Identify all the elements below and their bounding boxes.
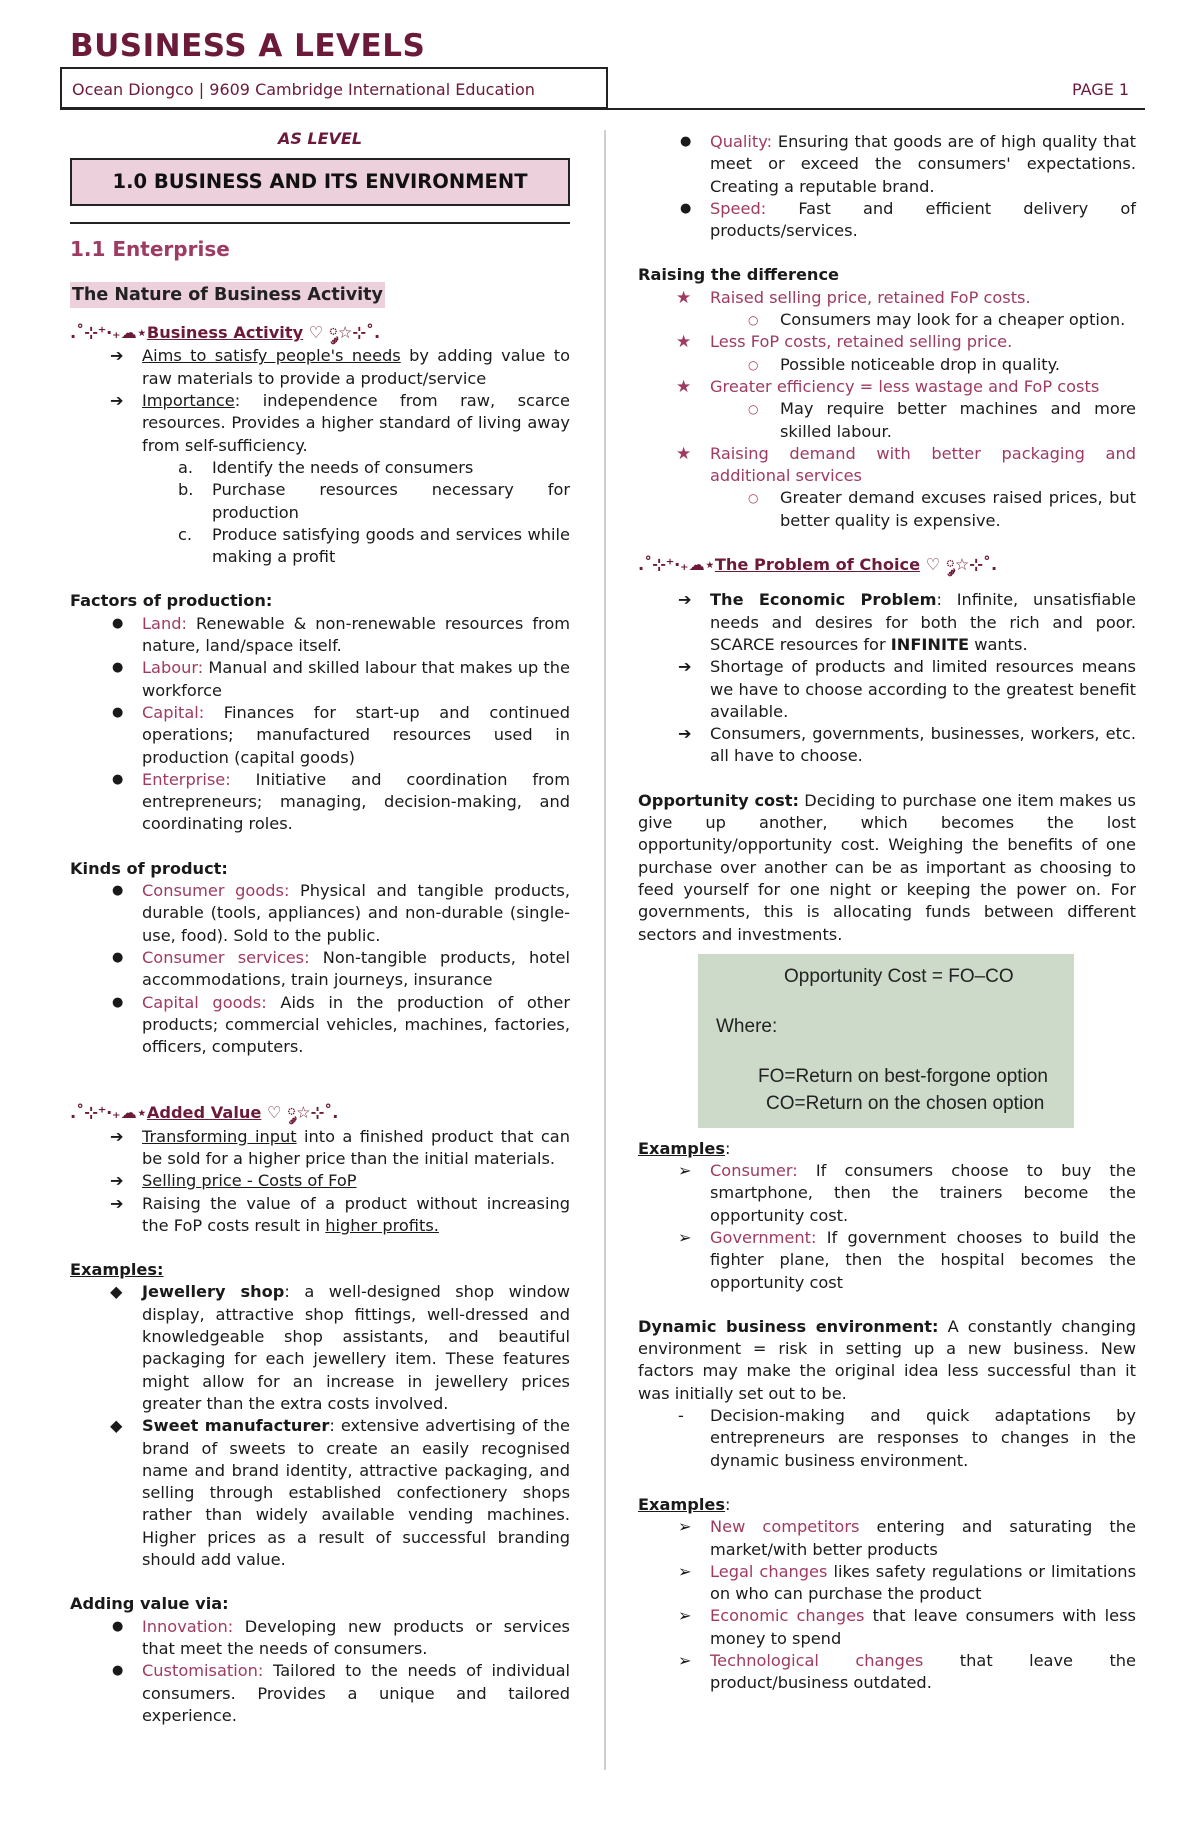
header-author: Ocean Diongco | 9609 Cambridge International Education bbox=[72, 80, 535, 99]
unit-rule bbox=[70, 222, 570, 224]
kinds-heading: Kinds of product: bbox=[70, 858, 228, 878]
opportunity-cost-formula-box bbox=[698, 954, 1074, 1128]
level-label: AS LEVEL bbox=[277, 129, 363, 148]
circle-bullet-icon: ○ bbox=[748, 313, 759, 328]
circle-bullet-icon: ○ bbox=[748, 402, 759, 417]
column-divider bbox=[604, 130, 606, 1770]
list-item: ● Land: Renewable & non-renewable resources from nature, land/space itself. bbox=[112, 613, 570, 656]
circle-bullet-icon: ○ bbox=[748, 491, 759, 506]
dynamic-examples-list bbox=[638, 1516, 1136, 1694]
arrow-icon: ➔ bbox=[110, 1171, 124, 1191]
problem-of-choice-title: The Problem of Choice bbox=[714, 555, 921, 575]
list-item: ◆ Jewellery shop: a well-designed shop window display, attractive shop fittings, well-dressed and knowledgeable shop assistants, and beautiful packaging for each jewellery item. These features might allow for an increase in jewellery prices greater than the extra costs involved. bbox=[110, 1282, 570, 1413]
deco-prefix: .˚⊹⁺‧₊☁︎⋆ bbox=[638, 555, 715, 575]
nature-heading: The Nature of Business Activity bbox=[70, 282, 385, 308]
sub-item: ○ Consumers may look for a cheaper option. bbox=[638, 309, 1136, 331]
raising-heading: Raising the difference bbox=[638, 265, 840, 285]
factors-heading: Factors of production: bbox=[70, 591, 273, 611]
header-rule bbox=[60, 108, 1145, 110]
right-column bbox=[638, 131, 1136, 1695]
examples-heading: Examples: bbox=[70, 1260, 164, 1280]
problem-of-choice-heading bbox=[638, 554, 1136, 576]
kinds-list bbox=[70, 880, 570, 1058]
factors-list bbox=[70, 613, 570, 836]
list-item: ● Speed: Fast and efficient delivery of products/services. bbox=[680, 198, 1136, 241]
list-item: c. Produce satisfying goods and services while making a profit bbox=[178, 524, 570, 567]
arrow-icon: ➔ bbox=[110, 1193, 124, 1213]
arrow-icon: ➔ bbox=[678, 657, 692, 677]
sub-item: ○ Greater demand excuses raised prices, but better quality is expensive. bbox=[748, 488, 1136, 530]
list-item: ➢ Economic changes that leave consumers with less money to spend bbox=[678, 1606, 1136, 1648]
sub-item: ○ May require better machines and more skilled labour. bbox=[748, 399, 1136, 441]
bullet-icon: ● bbox=[680, 134, 692, 149]
document-title: BUSINESS A LEVELS bbox=[70, 28, 426, 64]
choice-list bbox=[638, 589, 1136, 767]
list-item: a. Identify the needs of consumers bbox=[178, 457, 474, 477]
deco-prefix: .˚⊹⁺‧₊☁︎⋆ bbox=[70, 323, 147, 343]
bullet-icon: ● bbox=[112, 660, 124, 676]
list-item: ● Customisation: Tailored to the needs of individual consumers. Provides a unique and tailored experience. bbox=[112, 1661, 570, 1725]
list-item: ➔ Importance: independence from raw, scarce resources. Provides a higher standard of living away from self-sufficiency. bbox=[110, 391, 570, 455]
triangle-arrow-icon: ➢ bbox=[678, 1227, 692, 1247]
examples-heading: Examples: bbox=[638, 1494, 731, 1514]
list-item: ➔ Raising the value of a product without increasing the FoP costs result in higher profits. bbox=[110, 1193, 570, 1235]
bullet-icon: ● bbox=[112, 1618, 124, 1634]
formula-co: CO=Return on the chosen option bbox=[766, 1092, 1045, 1114]
list-item: ● Capital: Finances for start-up and continued operations; manufactured resources used in production (capital goods) bbox=[112, 702, 570, 767]
list-item: ★ Raised selling price, retained FoP costs. ○ Consumers may look for a cheaper option. bbox=[638, 287, 1136, 332]
bullet-icon: ● bbox=[112, 994, 124, 1010]
adding-value-list-continued bbox=[638, 131, 1136, 242]
diamond-icon: ◆ bbox=[110, 1282, 123, 1302]
arrow-icon: ➔ bbox=[110, 346, 124, 366]
list-item: ➔ Aims to satisfy people's needs by adding value to raw materials to provide a product/service bbox=[110, 346, 570, 388]
arrow-icon: ➔ bbox=[678, 724, 692, 744]
opportunity-cost-paragraph: Opportunity cost: Deciding to purchase one item makes us give up another, which becomes the lost opportunity/opportunity cost. Weighing the benefits of one purchase over another can be as important as choosing to feed yourself for one night or keeping the power on. For governments, this is allocating funds between different sectors and investments. bbox=[638, 790, 1136, 944]
bullet-icon: ● bbox=[112, 883, 124, 899]
opportunity-examples-list bbox=[638, 1160, 1136, 1294]
triangle-arrow-icon: ➢ bbox=[678, 1606, 692, 1626]
list-item: ➢ Government: If government chooses to build the fighter plane, then the hospital becomes the opportunity cost bbox=[678, 1227, 1136, 1292]
page-number: PAGE 1 bbox=[1072, 80, 1130, 99]
diamond-icon: ◆ bbox=[110, 1416, 123, 1436]
bullet-icon: ● bbox=[112, 949, 124, 965]
star-icon: ★ bbox=[676, 376, 692, 397]
bullet-icon: ● bbox=[112, 1663, 124, 1679]
list-item: ● Consumer goods: Physical and tangible products, durable (tools, appliances) and non-durable (single-use, food). Sold to the public. bbox=[112, 881, 570, 945]
examples-list bbox=[70, 1281, 570, 1571]
triangle-arrow-icon: ➢ bbox=[678, 1651, 692, 1671]
list-item: ➔ Selling price - Costs of FoP bbox=[70, 1170, 570, 1192]
star-icon: ★ bbox=[676, 332, 692, 353]
list-item: ➢ Technological changes that leave the product/business outdated. bbox=[678, 1651, 1137, 1693]
triangle-arrow-icon: ➢ bbox=[678, 1517, 692, 1537]
business-steps bbox=[70, 457, 570, 568]
bullet-icon: ● bbox=[680, 200, 692, 216]
list-item: ● Innovation: Developing new products or services that meet the needs of consumers. bbox=[112, 1616, 570, 1658]
list-item: ➔ The Economic Problem: Infinite, unsatisfiable needs and desires for both the rich and poor. SCARCE resources for INFINITE wants. bbox=[678, 590, 1137, 654]
formula-where: Where: bbox=[716, 1015, 778, 1037]
business-activity-list bbox=[70, 345, 570, 456]
deco-suffix: ♡ ༘☆⊹˚. bbox=[925, 555, 998, 575]
list-item: ● Enterprise: Initiative and coordination from entrepreneurs; managing, decision-making, and coordinating roles. bbox=[112, 769, 570, 834]
list-item: ➢ Consumer: If consumers choose to buy the smartphone, then the trainers become the opportunity cost. bbox=[678, 1161, 1136, 1225]
list-item: ➔ Transforming input into a finished product that can be sold for a higher price than the initial materials. bbox=[110, 1126, 570, 1168]
list-item: ● Consumer services: Non-tangible products, hotel accommodations, train journeys, insurance bbox=[112, 947, 570, 990]
examples-heading: Examples: bbox=[638, 1138, 731, 1158]
deco-prefix: .˚⊹⁺‧₊☁︎⋆ bbox=[70, 1103, 147, 1123]
list-item: ◆ Sweet manufacturer: extensive advertising of the brand of sweets to create an easily recognised name and brand identity, attractive packaging, and selling through established confectionery shops rather than widely available vending machines. Higher prices as a result of successful branding should add value. bbox=[110, 1416, 570, 1570]
arrow-icon: ➔ bbox=[110, 391, 124, 411]
list-item: ★ Less FoP costs, retained selling price. ○ Possible noticeable drop in quality. bbox=[638, 331, 1136, 376]
deco-suffix: ♡ ༘☆⊹˚. bbox=[267, 1103, 339, 1123]
section-heading: 1.1 Enterprise bbox=[70, 236, 230, 261]
formula-text: Opportunity Cost = FO–CO bbox=[784, 965, 1014, 987]
triangle-arrow-icon: ➢ bbox=[678, 1161, 692, 1181]
dash-icon: - bbox=[678, 1406, 684, 1426]
bullet-icon: ● bbox=[112, 615, 124, 631]
bullet-icon: ● bbox=[112, 704, 124, 720]
dynamic-environment-paragraph: Dynamic business environment: A constantly changing environment = risk in setting up a new business. New factors may make the original idea less successful than it was initially set out to be. bbox=[638, 1316, 1136, 1403]
sub-item: ○ Possible noticeable drop in quality. bbox=[638, 354, 1136, 376]
arrow-icon: ➔ bbox=[678, 590, 692, 610]
added-value-title: Added Value bbox=[146, 1103, 262, 1123]
star-icon: ★ bbox=[676, 443, 692, 464]
list-item: ➔ Consumers, governments, businesses, workers, etc. all have to choose. bbox=[678, 724, 1136, 766]
dynamic-sub-list bbox=[638, 1405, 1136, 1472]
unit-heading: 1.0 BUSINESS AND ITS ENVIRONMENT bbox=[70, 158, 570, 205]
raising-list bbox=[638, 287, 1136, 532]
star-icon: ★ bbox=[676, 287, 692, 308]
deco-suffix: ♡ ༘☆⊹˚. bbox=[308, 323, 381, 343]
list-item: ➔ Shortage of products and limited resources means we have to choose according to the greatest benefit available. bbox=[678, 657, 1136, 721]
list-item: ➢ Legal changes likes safety regulations or limitations on who can purchase the product bbox=[678, 1561, 1137, 1604]
list-item: - Decision-making and quick adaptations by entrepreneurs are responses to changes in the dynamic business environment. bbox=[678, 1406, 1136, 1470]
formula-fo: FO=Return on best-forgone option bbox=[758, 1065, 1048, 1087]
list-item: ● Quality: Ensuring that goods are of high quality that meet or exceed the consumers' expectations. Creating a reputable brand. bbox=[680, 132, 1136, 196]
triangle-arrow-icon: ➢ bbox=[678, 1561, 692, 1581]
list-item: ● Capital goods: Aids in the production of other products; commercial vehicles, machines, factories, officers, computers. bbox=[112, 992, 570, 1057]
list-item: ★ Greater efficiency = less wastage and FoP costs ○ May require better machines and more skilled labour. bbox=[638, 376, 1136, 443]
bullet-icon: ● bbox=[112, 771, 124, 787]
list-item: b. Purchase resources necessary for production bbox=[178, 480, 570, 522]
business-activity-heading bbox=[70, 322, 570, 344]
adding-value-heading: Adding value via: bbox=[70, 1594, 229, 1614]
business-activity-title: Business Activity bbox=[146, 323, 304, 343]
circle-bullet-icon: ○ bbox=[748, 357, 759, 372]
list-item: ★ Raising demand with better packaging and additional services ○ Greater demand excuses raised prices, but better quality is expensive. bbox=[638, 443, 1136, 532]
arrow-icon: ➔ bbox=[110, 1126, 124, 1146]
adding-value-list bbox=[70, 1616, 570, 1727]
list-item: ➢ New competitors entering and saturating the market/with better products bbox=[678, 1517, 1136, 1559]
list-item: ● Labour: Manual and skilled labour that makes up the workforce bbox=[112, 658, 570, 700]
added-value-list bbox=[70, 1126, 570, 1237]
left-column bbox=[70, 128, 570, 1727]
added-value-heading bbox=[70, 1102, 570, 1124]
